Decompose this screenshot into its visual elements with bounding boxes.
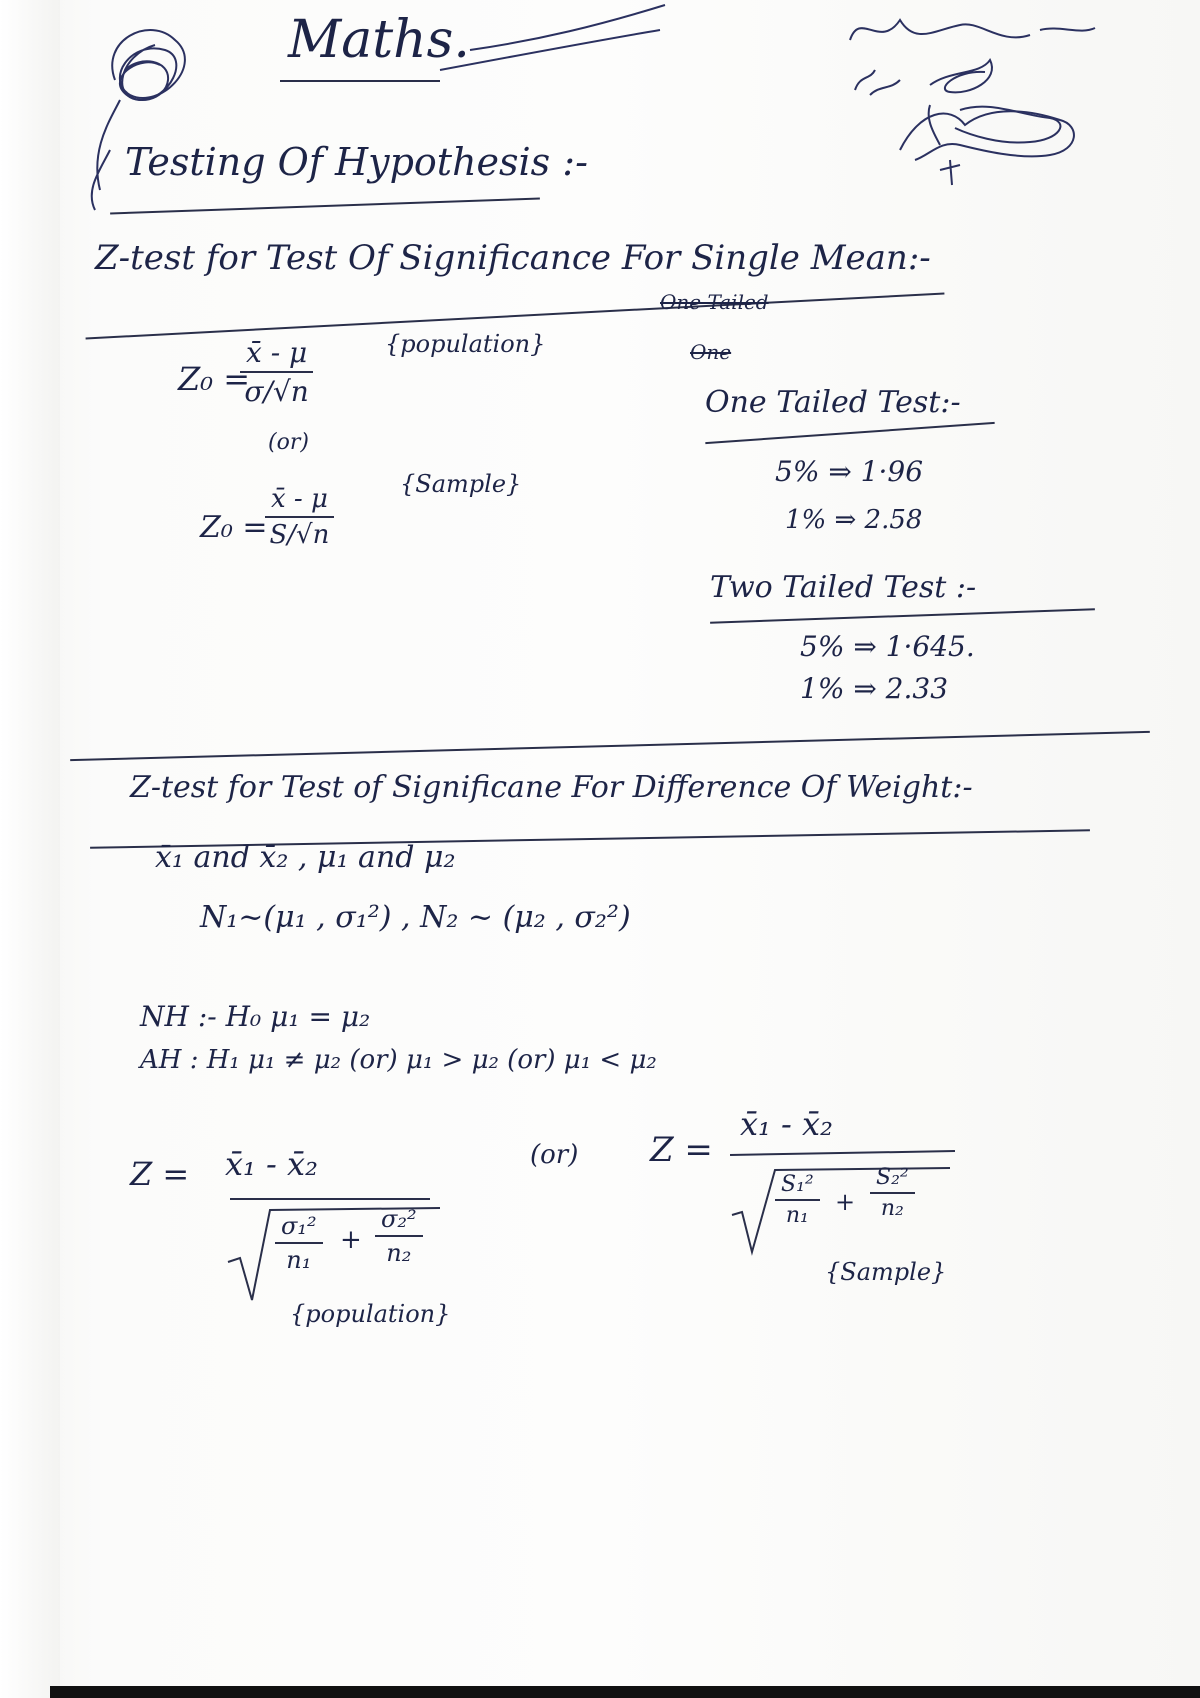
diff-sample-term-1 <box>775 1172 820 1228</box>
means-line: x̄₁ and x̄₂ , μ₁ and μ₂ <box>155 840 456 875</box>
diff-sample-tag: {Sample} <box>825 1258 947 1286</box>
two-tailed-row-2: 1% ⇒ 2.33 <box>800 672 949 705</box>
section-title: Testing Of Hypothesis :- <box>125 140 588 184</box>
pop-formula-denominator: σ/√n <box>244 375 309 408</box>
or-label-1: (or) <box>268 430 309 455</box>
pop-formula-tag: {population} <box>385 330 546 358</box>
sample-formula-lhs: Z₀ = <box>200 510 268 545</box>
sample-formula-denominator: S/√n <box>269 520 330 550</box>
diff-sample-term-2-den: n₂ <box>880 1196 904 1221</box>
diff-pop-tag: {population} <box>290 1300 451 1328</box>
diff-sample-term-2-num: S₂² <box>870 1165 915 1194</box>
diff-pop-lhs: Z = <box>130 1155 190 1193</box>
difference-heading: Z-test for Test of Significane For Difference Of Weight:- <box>130 770 973 805</box>
one-tailed-row-2: 1% ⇒ 2.58 <box>785 505 923 535</box>
two-tailed-row-1: 5% ⇒ 1·645. <box>800 630 975 663</box>
diff-pop-term-1-den: n₁ <box>286 1246 312 1274</box>
diff-sample-plus: + <box>835 1188 856 1216</box>
sample-formula-numerator: x̄ - μ <box>265 484 334 518</box>
diff-sample-lhs: Z = <box>650 1130 713 1170</box>
null-hypothesis-line: NH :- H₀ μ₁ = μ₂ <box>140 1000 371 1033</box>
diff-sample-numerator: x̄₁ - x̄₂ <box>740 1105 833 1143</box>
pop-formula-numerator: x̄ - μ <box>240 336 313 373</box>
diff-sample-term-1-num: S₁² <box>775 1172 820 1201</box>
diff-pop-term-2-num: σ₂² <box>375 1205 423 1237</box>
diff-pop-term-1-num: σ₁² <box>275 1212 323 1244</box>
one-tailed-heading: One Tailed Test:- <box>705 385 961 420</box>
distribution-line: N₁~(μ₁ , σ₁²) , N₂ ~ (μ₂ , σ₂²) <box>200 900 631 935</box>
single-mean-heading: Z-test for Test Of Significance For Single Mean:- <box>95 238 931 278</box>
diff-sample-term-2 <box>870 1165 915 1221</box>
or-label-2: (or) <box>530 1140 579 1170</box>
page-title: Maths. <box>288 10 470 70</box>
scan-bottom-edge <box>50 1686 1200 1698</box>
two-tailed-heading: Two Tailed Test :- <box>710 570 977 605</box>
diff-pop-plus: + <box>340 1225 362 1255</box>
sample-formula-tag: {Sample} <box>400 470 522 498</box>
diff-sample-term-1-den: n₁ <box>785 1203 809 1228</box>
alt-hypothesis-line: AH : H₁ μ₁ ≠ μ₂ (or) μ₁ > μ₂ (or) μ₁ < μ₂ <box>140 1045 657 1075</box>
struck-note-2: One <box>690 340 732 364</box>
pop-formula-lhs: Z₀ = <box>178 360 251 398</box>
diff-pop-term-2-den: n₂ <box>386 1239 412 1267</box>
diff-pop-numerator: x̄₁ - x̄₂ <box>225 1145 318 1183</box>
struck-note-1: One Tailed <box>660 290 769 314</box>
one-tailed-row-1: 5% ⇒ 1·96 <box>775 455 924 488</box>
